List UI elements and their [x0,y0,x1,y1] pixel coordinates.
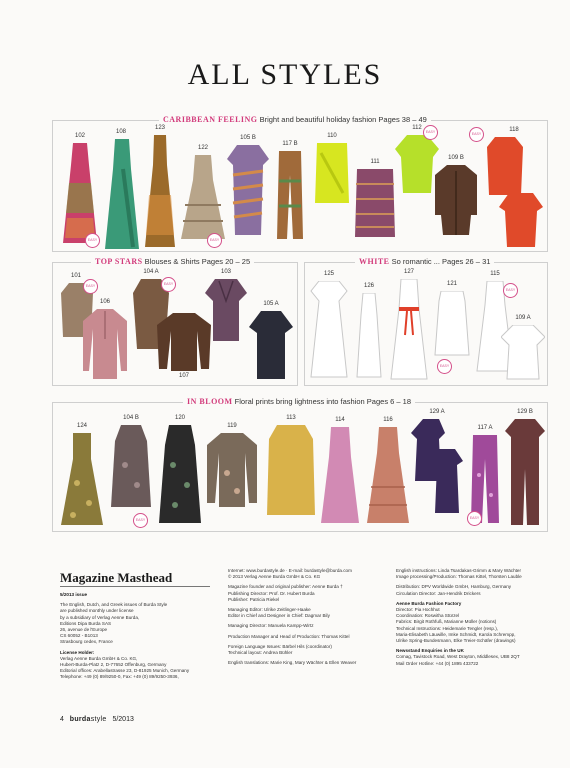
ruffle-dress-illustration [103,139,141,251]
issue-number: 5/2013 [112,716,134,723]
pattern-number: 123 [154,125,165,131]
text-line: Ulrike Spring-Bundesmann, Elke Treier-Schäfer (drawings) [396,638,516,644]
jumpsuit-illustration [505,419,545,527]
dress-illustration [59,143,101,245]
pattern-number: 119 [227,423,237,429]
pattern-item[interactable] [387,269,431,383]
floral-dress-illustration [59,433,105,527]
text-line: Managing Director: Manuela Kampp-Wirtz [228,623,314,629]
masthead-block [228,660,390,666]
text-line: Coordination: Roswitha Stürzel [396,613,460,619]
maxi-dress-illustration [143,135,177,249]
easy-badge: EASY [437,359,452,374]
text-line: Production Manager and Head of Production: Thomas Kittel [228,633,350,639]
pattern-number: 126 [363,283,374,289]
floral-blouse-illustration [205,433,259,509]
masthead-divider [60,586,210,587]
pattern-number: 124 [76,423,87,429]
masthead-block [396,584,552,596]
pattern-number: 120 [174,415,185,421]
pattern-number: 101 [70,273,81,279]
page-footer [60,716,134,723]
pattern-number: 109 A [515,315,531,321]
text-line: Internet: www.burdastyle.de · E-mail: burdastyle@burda.com [228,568,352,573]
blouse-illustration [81,309,129,381]
issue-label: 5/2013 issue [60,592,88,597]
pattern-item[interactable] [107,415,155,529]
section-description: Bright and beautiful holiday fashion Pages 38 – 49 [257,115,427,124]
section-header [355,256,494,268]
easy-badge: EASY [423,125,438,140]
pattern-item[interactable] [317,417,363,529]
masthead-block [228,607,390,619]
text-line: Technical Instructions: Heidemarie Tengler (resp.), [396,625,499,631]
masthead-title: Magazine Masthead [60,570,173,585]
fashion-factory-heading: Aenne Burda Fashion Factory [396,600,462,606]
section-top-stars [52,257,298,386]
pattern-item[interactable] [409,409,465,529]
pattern-number: 129 A [429,409,445,415]
pattern-number: 109 B [448,155,464,161]
section-in-bloom [52,397,548,532]
pattern-item[interactable] [261,415,321,529]
top-illustration [205,279,247,343]
easy-badge: EASY [133,513,148,528]
brand-name [70,716,107,723]
newsstand-heading: Newsstand Enquiries in the UK [396,648,464,654]
pattern-number: 103 [220,269,231,275]
masthead-column-1 [60,592,220,685]
section-description: So romantic ... Pages 26 – 31 [389,257,491,266]
pattern-item[interactable] [499,315,547,385]
section-header [159,114,431,126]
easy-badge: EASY [85,233,100,248]
text-line: Managing Editor: Ulrike Zeitlinger-Haake [228,607,311,613]
section-header [183,396,415,408]
section-white [304,257,548,386]
top-illustration [249,311,293,381]
masthead-block [228,623,390,629]
pattern-number: 102 [74,133,85,139]
easy-badge: EASY [469,127,484,142]
pattern-item[interactable] [223,135,273,251]
pattern-number: 117 A [477,425,493,431]
white-top-illustration [433,291,471,357]
pattern-number: 113 [286,415,296,421]
masthead-block [228,634,390,640]
section-header [91,256,254,268]
pattern-item[interactable] [247,301,295,385]
text-line: Circulation Director: Jan-Hendrik Drickers [396,590,481,596]
pattern-number: 127 [403,269,414,275]
pattern-number: 110 [327,133,337,139]
text-line: English translations: Marie King, Mary Wächter & Ellen Weaver [228,660,357,666]
floral-dress-illustration [155,425,205,525]
license-holder [60,650,220,681]
pattern-item[interactable] [141,125,179,251]
pattern-number: 104 B [123,415,139,421]
dress-illustration [263,425,319,517]
masthead-block [396,601,552,644]
pattern-number: 105 A [263,301,279,307]
text-line: Mail Order Hotline: +44 (0) 1895 433722 [396,660,479,666]
brand-part: burda [69,716,91,723]
section-description: Blouses & Shirts Pages 20 – 25 [142,257,251,266]
page-title: ALL STYLES [187,58,383,91]
pattern-number: 108 [115,129,126,135]
easy-badge: EASY [503,283,518,298]
text-line: CS 60052 - B1013 [60,633,98,639]
text-line: English instructions: Linda Tsardakas-Grimm & Mary Wächter [396,568,522,573]
ruffle-dress-illustration [179,155,227,241]
section-name: TOP STARS [95,257,143,266]
white-dress-illustration [355,293,383,379]
pattern-item[interactable] [471,127,547,251]
pattern-item[interactable] [363,417,413,529]
pattern-number: 122 [197,145,208,151]
text-line: Telephone: +49 (0) 89/9250-0, Fax: +49 (0) 89/9250-3936, [60,674,179,680]
pattern-number: 129 B [517,409,533,415]
text-line: Magazine founder and original publisher: Aenne Burda † [228,584,343,590]
pattern-item[interactable] [273,141,307,251]
pattern-item[interactable] [353,283,385,383]
text-line: Director: Pia Hochhut [396,607,440,613]
dress-illustration [225,145,271,237]
pattern-number: 106 [99,299,110,305]
section-name: IN BLOOM [187,397,233,406]
pattern-item[interactable] [57,133,103,251]
pattern-item[interactable] [351,159,399,251]
pattern-item[interactable] [57,423,107,529]
masthead-column-2 [228,568,390,670]
white-blouse-illustration [501,325,545,381]
jacket-illustration [433,165,479,237]
text-line: by a subsidiary of Verlag Aenne Burda, [60,614,140,620]
section-caribbean-feeling [52,115,548,252]
text-line: The English, Dutch, and Greek issues of Burda Style [60,602,168,608]
skirt-illustration [353,169,397,239]
masthead-block [228,568,390,580]
pattern-number: 118 [509,127,519,133]
pattern-number: 117 B [282,141,298,147]
pattern-number: 107 [178,373,189,379]
section-name: CARIBBEAN FEELING [163,115,258,124]
pattern-number: 116 [383,417,393,423]
intro-text [60,602,220,645]
masthead-block [228,584,390,603]
text-line: Fabrics: Birgit Rothfuß, Marianne Müller (notions) [396,619,497,625]
text-line: Foreign Language Issues: Bärbel Hils (coordinator) [228,643,332,649]
text-line: 26, avenue de l'Europe [60,627,108,633]
easy-badge: EASY [161,277,176,292]
text-line: Comag, Tavistock Road, West Drayton, Middlesex, UB8 2QT [396,654,520,660]
pattern-item[interactable] [203,423,261,529]
pattern-number: 111 [370,159,380,165]
pattern-number: 114 [335,417,345,423]
pattern-number: 125 [323,271,334,277]
text-line: Distribution: DPV Worldwide GmbH, Hamburg, Germany [396,584,512,590]
text-line: Editor in Chief and Designer in Chief: Dagmar Bily [228,613,330,619]
trousers-illustration [275,151,305,241]
pattern-item[interactable] [177,145,229,251]
easy-badge: EASY [83,279,98,294]
section-description: Floral prints bring lightness into fashion Pages 6 – 18 [232,397,411,406]
top-illustration [483,137,545,249]
pattern-item[interactable] [431,281,473,383]
text-line: Editions Dipa Burda SAS [60,620,112,626]
text-line: Verlag Aenne Burda GmbH & Co. KG, [60,655,138,661]
purple-dress-illustration [411,419,463,515]
pattern-item[interactable] [101,129,141,251]
pattern-number: 112 [412,125,422,131]
white-dress-illustration [309,281,349,379]
license-holder-label: License Holder: [60,649,95,655]
pattern-number: 105 B [240,135,256,141]
dress-illustration [319,427,361,525]
text-line: are published monthly under license [60,608,134,614]
pattern-item[interactable] [307,271,351,383]
skirt-illustration [313,143,351,205]
floral-dress-illustration [109,425,153,509]
pattern-item[interactable] [467,425,503,529]
brand-part: style [90,716,107,723]
masthead-block [228,644,390,656]
dress-illustration [365,427,411,525]
pattern-item[interactable] [203,269,249,349]
section-name: WHITE [359,257,390,266]
pattern-number: 104 A [143,269,159,275]
text-line: Technical layout: Andrea Bühler [228,650,293,656]
text-line: Publishing Director: Prof. Dr. Hubert Burda [228,590,315,596]
text-line: © 2013 Verlag Aenne Burda GmbH & Co. KG [228,574,321,580]
pattern-item[interactable] [429,155,483,251]
pattern-item[interactable] [153,415,207,529]
page-number: 4 [60,716,64,723]
pattern-number: 115 [490,271,500,277]
masthead-block [396,568,552,580]
text-line: Strasbourg cedex, France [60,639,113,645]
text-line: Image processing/Production: Thomas Kittel, Thorsten Lauble [396,574,522,580]
easy-badge: EASY [467,511,482,526]
masthead-column-3 [396,568,552,671]
masthead-block [396,648,552,667]
text-line: Editorial offices: Arabellastrasse 23, D-81925 Munich, Germany [60,668,190,674]
pattern-item[interactable] [503,409,547,529]
easy-badge: EASY [207,233,222,248]
white-dress-illustration [389,279,429,381]
pattern-number: 121 [446,281,457,287]
text-line: Publisher: Patricia Riekel [228,596,280,602]
pattern-item[interactable] [79,299,131,383]
pattern-item[interactable] [311,133,353,251]
text-line: Hubert-Burda-Platz 2, D-77652 Offenburg, Germany [60,662,167,668]
text-line: Maria-Elisabeth Läuwille, Imke Schmidt, Karola Schrempp, [396,631,516,637]
